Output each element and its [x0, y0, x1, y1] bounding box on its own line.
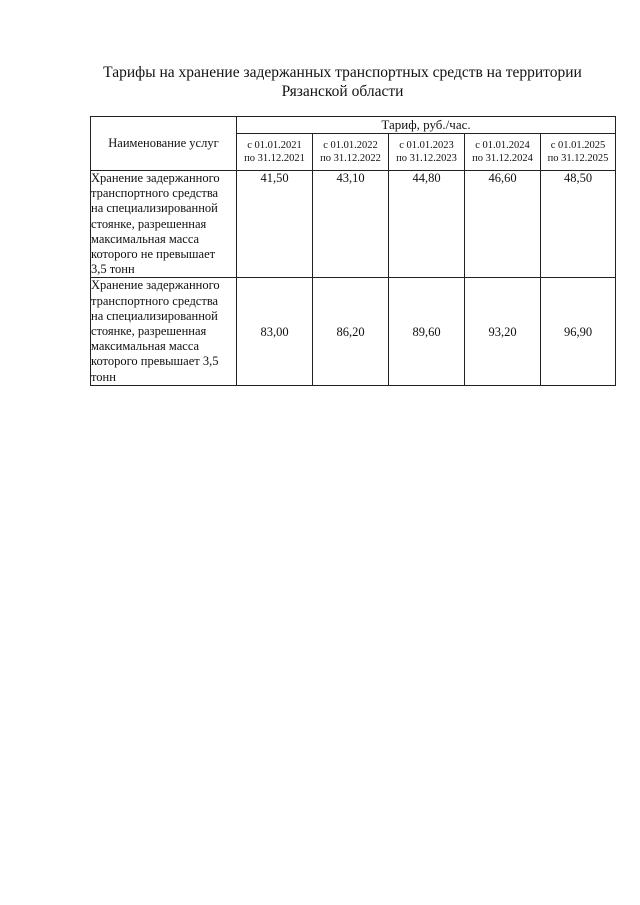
tariff-value-2025: 96,90 — [541, 278, 616, 385]
tariff-value-2024: 93,20 — [465, 278, 541, 385]
table-row — [91, 171, 616, 278]
service-name-line: на специализированной — [91, 201, 218, 216]
service-name-line: Хранение задержанного — [91, 278, 220, 293]
period-header-2024 — [465, 134, 541, 171]
tariff-value-2025: 48,50 — [541, 171, 616, 278]
service-name-line: транспортного средства — [91, 186, 219, 201]
period-from: с 01.01.2025 — [550, 140, 606, 151]
period-to: по 31.12.2023 — [396, 153, 457, 164]
service-name-line: которого не превышает — [91, 247, 216, 262]
tariff-value-2023: 44,80 — [389, 171, 465, 278]
tariff-value-2021: 83,00 — [237, 278, 313, 385]
service-name-line: максимальная масса — [91, 339, 200, 354]
period-to: по 31.12.2022 — [320, 153, 381, 164]
period-from: с 01.01.2023 — [399, 140, 454, 151]
service-name-line: Хранение задержанного — [91, 171, 220, 185]
period-from: с 01.01.2021 — [247, 140, 302, 151]
title-line-1: Тарифы на хранение задержанных транспортных средств на территории — [103, 64, 582, 81]
service-name-cell — [91, 278, 237, 385]
service-name-line: стоянке, разрешенная — [91, 324, 207, 339]
service-name-line: максимальная масса — [91, 231, 200, 246]
tariff-value-2024: 46,60 — [465, 171, 541, 278]
service-name-line: тонн — [91, 369, 116, 384]
service-name-cell — [91, 171, 237, 278]
period-from: с 01.01.2024 — [475, 140, 530, 151]
period-to: по 31.12.2021 — [244, 153, 305, 164]
period-from: с 01.01.2022 — [323, 140, 378, 151]
service-name-line: 3,5 тонн — [91, 262, 135, 277]
period-header-2022 — [313, 134, 389, 171]
tariff-value-2021: 41,50 — [237, 171, 313, 278]
table-row — [91, 278, 616, 385]
period-header-2025 — [541, 134, 616, 171]
tariff-value-2022: 43,10 — [313, 171, 389, 278]
period-header-2023 — [389, 134, 465, 171]
tariff-value-2022: 86,20 — [313, 278, 389, 385]
period-to: по 31.12.2024 — [472, 153, 533, 164]
title-line-2: Рязанской области — [281, 83, 404, 100]
period-header-2021 — [237, 134, 313, 171]
document-title — [90, 63, 595, 101]
service-column-header: Наименование услуг — [91, 117, 237, 171]
service-name-line: на специализированной — [91, 308, 218, 323]
header-row — [91, 117, 616, 134]
service-name-line: транспортного средства — [91, 293, 219, 308]
service-name-line: стоянке, разрешенная — [91, 216, 207, 231]
tariff-value-2023: 89,60 — [389, 278, 465, 385]
tariff-table — [90, 116, 616, 386]
period-to: по 31.12.2025 — [547, 153, 609, 164]
tariff-column-header: Тариф, руб./час. — [237, 117, 616, 134]
service-name-line: которого превышает 3,5 — [91, 354, 219, 369]
